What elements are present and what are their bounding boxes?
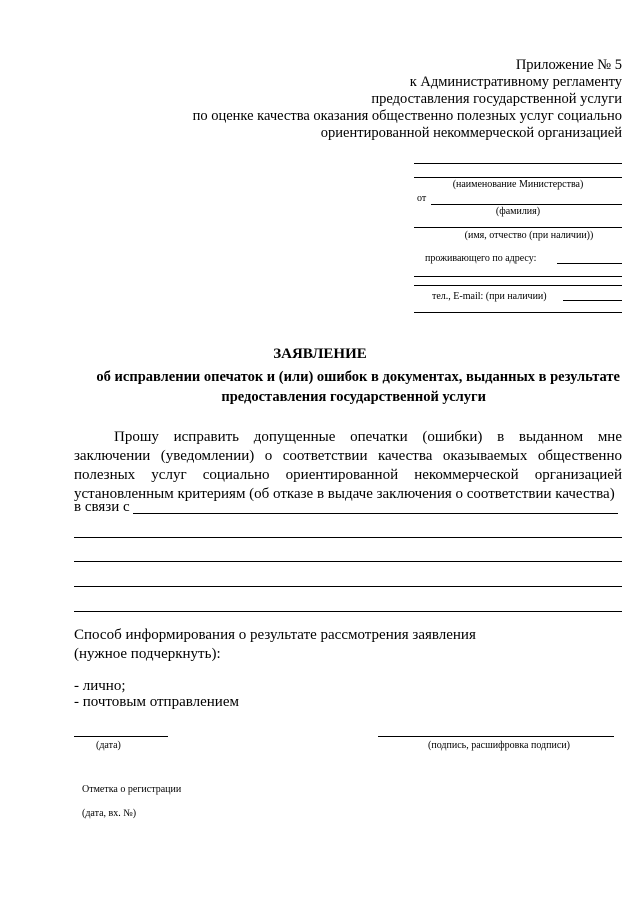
option-in-person[interactable]: - лично;: [74, 678, 126, 694]
notification-method-hint: (нужное подчеркнуть):: [74, 646, 221, 662]
ministry-line-2[interactable]: [414, 177, 622, 178]
notification-method-label: Способ информирования о результате рассмотрения заявления: [74, 627, 476, 643]
date-line[interactable]: [74, 736, 168, 737]
option-by-mail[interactable]: - почтовым отправлением: [74, 694, 239, 710]
name-caption: (имя, отчество (при наличии)): [464, 230, 594, 241]
reason-line-2[interactable]: [74, 537, 622, 538]
from-label: от: [417, 193, 427, 204]
reason-line-4[interactable]: [74, 586, 622, 587]
contact-line-inline[interactable]: [563, 300, 622, 301]
reason-line-3[interactable]: [74, 561, 622, 562]
surname-caption: (фамилия): [495, 206, 541, 217]
contact-label: тел., E-mail: (при наличии): [432, 291, 547, 302]
document-title: ЗАЯВЛЕНИЕ: [273, 346, 367, 362]
appendix-service: предоставления государственной услуги: [371, 91, 622, 107]
appendix-reference: к Административному регламенту: [409, 74, 622, 90]
registration-caption: (дата, вх. №): [82, 808, 137, 819]
signature-line[interactable]: [378, 736, 614, 737]
address-line-3[interactable]: [414, 285, 622, 286]
reason-label: в связи с: [74, 499, 130, 515]
reason-line-5[interactable]: [74, 611, 622, 612]
appendix-organization: ориентированной некоммерческой организацией: [320, 125, 622, 141]
ministry-line-1[interactable]: [414, 163, 622, 164]
reason-line-inline[interactable]: [133, 513, 618, 514]
ministry-caption: (наименование Министерства): [452, 179, 584, 190]
appendix-number: Приложение № 5: [515, 57, 622, 73]
request-paragraph: Прошу исправить допущенные опечатки (ошибки) в выданном мне заключении (уведомлении) о соответствии качества оказываемых общественно полезных услуг социально ориентированной некоммерческой организацией установленным критериям (об отказе в выдаче заключения о соответствии качества): [74, 429, 622, 502]
date-caption: (дата): [96, 740, 121, 751]
contact-line-2[interactable]: [414, 312, 622, 313]
appendix-assessment: по оценке качества оказания общественно полезных услуг социально: [192, 108, 622, 124]
document-subtitle-line-1: об исправлении опечаток и (или) ошибок в документах, выданных в результате: [96, 369, 620, 385]
document-subtitle-line-2: предоставления государственной услуги: [221, 389, 486, 405]
address-label: проживающего по адресу:: [425, 253, 537, 264]
registration-label: Отметка о регистрации: [82, 784, 182, 795]
surname-line[interactable]: [431, 204, 622, 205]
address-line-2[interactable]: [414, 276, 622, 277]
name-line[interactable]: [414, 227, 622, 228]
address-line-inline[interactable]: [557, 263, 622, 264]
signature-caption: (подпись, расшифровка подписи): [428, 740, 570, 751]
